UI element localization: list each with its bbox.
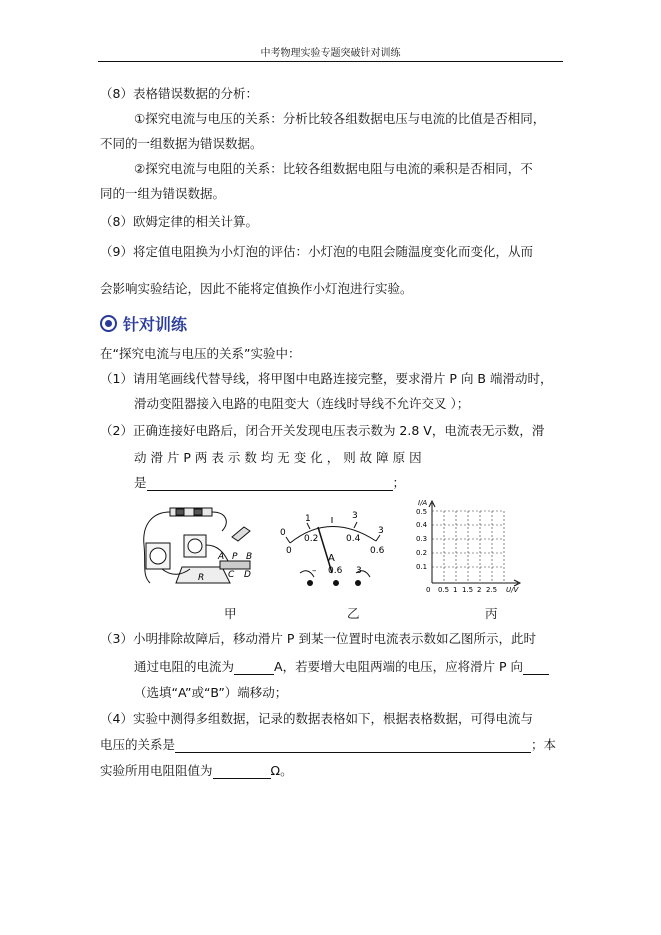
yi-tick-outer-3: 3 bbox=[352, 511, 358, 521]
section-title: 针对训练 bbox=[123, 315, 188, 334]
bing-x-tick-15: 1.5 bbox=[462, 586, 474, 594]
direction-answer-blank[interactable] bbox=[523, 660, 549, 675]
question-2-line-3 bbox=[134, 475, 405, 491]
analysis-line-3: 不同的一组数据为错误数据。 bbox=[100, 136, 263, 151]
bing-x-tick-25: 2.5 bbox=[486, 586, 498, 594]
analysis-line-4: ②探究电流与电阻的关系：比较各组数据电阻与电流的乘积是否相同，不 bbox=[134, 161, 533, 176]
jia-label-p: P bbox=[232, 552, 238, 562]
question-1-line-1: （1）请用笔画线代替导线，将甲图中电路连接完整，要求滑片 P 向 B 端滑动时， bbox=[100, 371, 553, 386]
analysis-line-7: （9）将定值电阻换为小灯泡的评估：小灯泡的电阻会随温度变化而变化，从而 bbox=[100, 244, 533, 259]
question-2-line-1: （2）正确连接好电路后，闭合开关发现电压表示数为 2.8 V，电流表无示数，滑 bbox=[100, 423, 545, 438]
q4c-suffix: Ω。 bbox=[270, 763, 293, 778]
question-3-line-3: （选填“A”或“B”）端移动； bbox=[134, 685, 288, 700]
jia-label-b: B bbox=[246, 552, 253, 562]
analysis-line-1: （8）表格错误数据的分析： bbox=[100, 86, 258, 101]
yi-term-3: 3 bbox=[356, 566, 362, 576]
analysis-line-2: ①探究电流与电压的关系：分析比较各组数据电压与电流的比值是否相同， bbox=[134, 111, 546, 126]
q2-suffix: ； bbox=[392, 475, 406, 490]
caption-jia: 甲 bbox=[224, 606, 237, 621]
question-3-line-2 bbox=[134, 659, 549, 675]
bing-x-tick-0: 0 bbox=[426, 586, 431, 594]
yi-term-minus: – bbox=[312, 566, 317, 576]
bing-y-unit: I/A bbox=[418, 499, 428, 507]
fault-answer-blank[interactable] bbox=[147, 476, 393, 491]
caption-yi: 乙 bbox=[347, 606, 360, 621]
yi-tick-0: 0 bbox=[286, 546, 292, 556]
question-3-line-1: （3）小明排除故障后，移动滑片 P 到某一位置时电流表示数如乙图所示，此时 bbox=[100, 631, 536, 646]
relation-answer-blank[interactable] bbox=[175, 738, 531, 753]
yi-tick-04: 0.4 bbox=[346, 534, 361, 544]
jia-label-r: R bbox=[198, 573, 205, 583]
question-2-line-2: 动 滑 片 P 两 表 示 数 均 无 变 化 ， 则 故 障 原 因 bbox=[134, 450, 422, 465]
bing-x-tick-05: 0.5 bbox=[438, 586, 450, 594]
header-rule bbox=[98, 61, 563, 62]
figure-yi-ammeter bbox=[272, 503, 392, 591]
bing-y-tick-05: 0.5 bbox=[416, 508, 428, 516]
q3-prefix: 通过电阻的电流为 bbox=[134, 659, 235, 674]
section-heading bbox=[100, 312, 187, 335]
bing-x-unit: U/V bbox=[506, 586, 519, 594]
q3-middle: A，若要增大电阻两端的电压，应将滑片 P 向 bbox=[274, 659, 524, 674]
question-1-line-2: 滑动变阻器接入电路的电阻变大（连线时导线不允许交叉 ）； bbox=[134, 396, 470, 411]
q2-prefix: 是 bbox=[134, 475, 147, 490]
yi-tick-02: 0.2 bbox=[304, 534, 319, 544]
yi-tick-outer-0: 0 bbox=[280, 528, 286, 538]
q4-prefix: 电压的关系是 bbox=[100, 737, 176, 752]
resistance-answer-blank[interactable] bbox=[213, 764, 271, 779]
caption-bing: 丙 bbox=[485, 606, 498, 621]
bing-y-tick-04: 0.4 bbox=[416, 521, 428, 529]
bing-y-tick-01: 0.1 bbox=[416, 563, 428, 571]
yi-tick-outer-end: 3 bbox=[378, 526, 384, 536]
analysis-line-5: 同的一组为错误数据。 bbox=[100, 186, 226, 201]
question-4-line-3 bbox=[100, 763, 293, 779]
figure-jia-circuit bbox=[132, 505, 267, 593]
yi-unit: A bbox=[328, 553, 335, 564]
bing-x-tick-2: 2 bbox=[477, 586, 482, 594]
page-header: 中考物理实验专题突破针对训练 bbox=[260, 48, 401, 59]
q4-suffix: ；本 bbox=[531, 737, 557, 752]
yi-tick-outer-1: 1 bbox=[305, 514, 311, 524]
current-answer-blank[interactable] bbox=[234, 660, 274, 675]
bing-y-tick-02: 0.2 bbox=[416, 549, 428, 557]
jia-label-a: A bbox=[218, 552, 225, 562]
jia-label-d: D bbox=[244, 570, 251, 580]
question-4-line-1: （4）实验中测得多组数据，记录的数据表格如下，根据表格数据，可得电流与 bbox=[100, 711, 533, 726]
analysis-line-6: （8）欧姆定律的相关计算。 bbox=[100, 214, 258, 229]
question-4-line-2 bbox=[100, 737, 556, 753]
target-icon bbox=[100, 315, 117, 332]
bing-x-tick-1: 1 bbox=[453, 586, 458, 594]
q4c-prefix: 实验所用电阻阻值为 bbox=[100, 763, 213, 778]
figure-bing-grid bbox=[414, 497, 524, 595]
yi-tick-06: 0.6 bbox=[370, 546, 385, 556]
bing-y-tick-03: 0.3 bbox=[416, 535, 428, 543]
jia-label-c: C bbox=[228, 570, 235, 580]
exercise-intro: 在“探究电流与电压的关系”实验中： bbox=[100, 346, 301, 361]
yi-term-06: 0.6 bbox=[328, 566, 343, 576]
analysis-line-8: 会影响实验结论，因此不能将定值换作小灯泡进行实验。 bbox=[100, 281, 413, 296]
